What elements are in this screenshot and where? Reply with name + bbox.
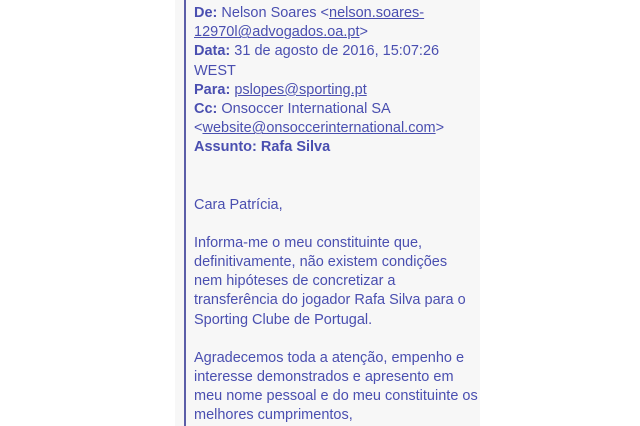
from-close: > (359, 24, 368, 41)
spacer (194, 158, 478, 177)
cc-close: > (435, 120, 445, 137)
greeting: Cara Patrícia, (194, 196, 283, 213)
to-label: Para: (194, 81, 231, 98)
from-row (194, 4, 478, 23)
email-content (194, 4, 478, 426)
paragraph1-line: transferência do jogador Rafa Silva para o (194, 292, 466, 309)
paragraph1-line: Sporting Clube de Portugal. (194, 311, 373, 328)
date-label: Data: (194, 43, 231, 60)
spacer (194, 330, 478, 349)
paragraph2-line: Agradecemos toda a atenção, empenho e (194, 349, 465, 366)
paragraph1-line: nem hipóteses de concretizar a (194, 273, 396, 290)
from-email-link[interactable]: nelson.soares- (329, 5, 425, 21)
from-email-link-cont[interactable]: 12970l@advogados.oa.pt (194, 24, 360, 41)
spacer (194, 177, 478, 196)
from-name: Nelson Soares < (221, 5, 330, 21)
cc-name: Onsoccer International SA (221, 101, 391, 118)
paragraph2-line: meu nome pessoal e do meu constituinte os (194, 388, 478, 405)
paragraph2-line: interesse demonstrados e apresento em (194, 369, 454, 386)
paragraph1-line: Informa-me o meu constituinte que, (194, 234, 423, 251)
cc-row-cont (194, 119, 478, 138)
spacer (194, 215, 478, 234)
paragraph2-line: melhores cumprimentos, (194, 407, 353, 424)
date-row (194, 42, 478, 61)
subject-value: Rafa Silva (260, 139, 331, 156)
to-email-link[interactable]: pslopes@sporting.pt (234, 81, 367, 98)
date-value: 31 de agosto de 2016, 15:07:26 (234, 43, 440, 60)
cc-open: < (194, 120, 203, 137)
quote-bar (184, 0, 186, 426)
cc-row (194, 100, 478, 119)
date-row-cont: WEST (194, 62, 236, 79)
from-label: De: (194, 5, 218, 21)
cc-email-link[interactable]: website@onsoccerinternational.com (202, 120, 436, 137)
paragraph1-line: definitivamente, não existem condições (194, 254, 448, 271)
subject-row (194, 138, 478, 157)
subject-label: Assunto: (194, 139, 257, 156)
to-row (194, 81, 478, 100)
cc-label: Cc: (194, 101, 218, 118)
from-row-cont (194, 23, 478, 42)
